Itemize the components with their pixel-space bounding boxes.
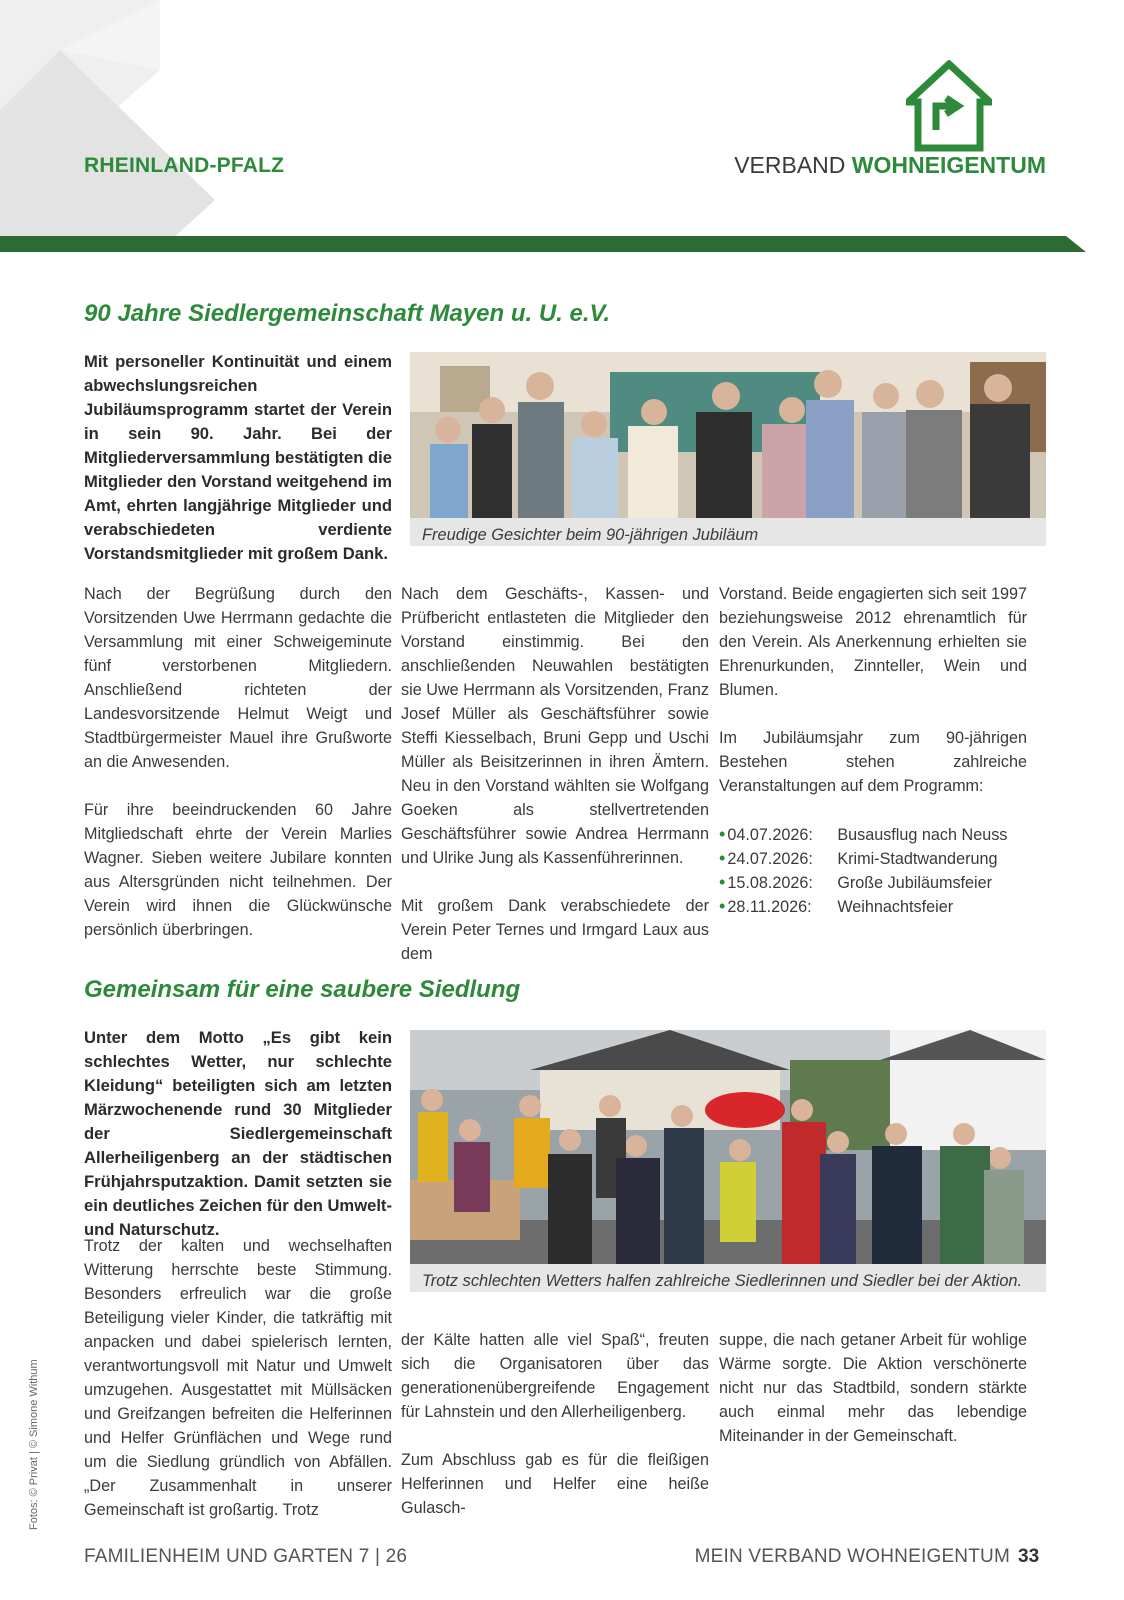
- article2-lead: Unter dem Motto „Es gibt kein schlechtes Wetter, nur schlechte Kleidung“ beteiligten sich am letzten Märzwochenende rund 30 Mitglieder der Siedlergemeinschaft Allerheiligenberg an der städtischen Frühjahrsputzaktion. Damit setzten sie ein deutliches Zeichen für den Umwelt- und Naturschutz.: [84, 1028, 392, 1239]
- article1-title: 90 Jahre Siedlergemeinschaft Mayen u. U. e.V.: [84, 300, 611, 327]
- brand-wordmark: [720, 152, 1046, 179]
- event-item: [719, 894, 1027, 918]
- article1-col2-paragraph-1: Nach dem Geschäfts-, Kassen- und Prüfbericht entlasteten die Mitglieder den Vorstand einstimmig. Bei den anschließenden Neuwahlen bestätigten sie Uwe Herrmann als Vorsitzenden, Franz Josef Müller als Geschäftsführer sowie Steffi Kiesselbach, Bruni Gepp und Uschi Müller als Beisitzerinnen in ihren Ämtern. Neu in den Vorstand wählten sie Wolfgang Goeken als stellvertretenden Geschäftsführer sowie Andrea Herrmann und Ulrike Jung als Kassenführerinnen.: [401, 585, 709, 867]
- event-name: Busausflug nach Neuss: [837, 826, 1008, 844]
- article1-col1-paragraph-2: Für ihre beeindruckenden 60 Jahre Mitgliedschaft ehrte der Verein Marlies Wagner. Sieben weitere Jubilare konnten aus Altersgründen nicht teilnehmen. Der Verein wird ihnen die Glückwünsche persönlich überbringen.: [84, 801, 392, 939]
- event-item: [719, 822, 1027, 846]
- house-logo-icon: [906, 60, 992, 152]
- article2-col2-paragraph-2: Zum Abschluss gab es für die fleißigen Helferinnen und Helfer eine heiße Gulasch-: [401, 1451, 709, 1517]
- header-decoration: [0, 0, 240, 250]
- group-photo-cleanup: [410, 1030, 1046, 1264]
- group-photo-jubilee: [410, 352, 1046, 518]
- article2-column-3: [719, 1328, 1027, 1472]
- event-item: [719, 870, 1027, 894]
- article2-col1-paragraph-1: Trotz der kalten und wechselhaften Witterung herrschte beste Stimmung. Besonders erfreulich war die große Beteiligung vieler Kinder, die tatkräftig mit anpacken und dabei spielerisch lernten, verantwortungsvoll mit Natur und Umwelt umzugehen. Ausgestattet mit Müllsäcken und Greifzangen befreiten die Helferinnen und Helfer Grünflächen und Wege rund um die Siedlung gründlich von Abfällen. „Der Zusammenhalt in unserer Gemeinschaft ist großartig. Trotz: [84, 1237, 392, 1519]
- photo-credit: Fotos: © Privat | © Simone Withum: [28, 1359, 40, 1530]
- event-item: [719, 846, 1027, 870]
- event-name: Weihnachtsfeier: [837, 898, 954, 916]
- article1-lead: Mit personeller Kontinuität und einem abwechslungsreichen Jubiläumsprogramm startet der Verein in sein 90. Jahr. Bei der Mitgliederversammlung bestätigten die Mitglieder den Vorstand weitgehend im Amt, ehrten langjährige Mitglieder und verabschiedeten verdiente Vorstandsmitglieder mit großem Dank.: [84, 352, 392, 563]
- article1-col2-paragraph-2: Mit großem Dank verabschiedete der Verein Peter Ternes und Irmgard Laux aus dem: [401, 897, 709, 963]
- article1-col3-paragraph-2: Im Jubiläumsjahr zum 90-jährigen Bestehen stehen zahlreiche Veranstaltungen auf dem Programm:: [719, 729, 1027, 795]
- event-name: Große Jubiläumsfeier: [837, 874, 993, 892]
- article1-col1-paragraph-1: Nach der Begrüßung durch den Vorsitzenden Uwe Herrmann gedachte die Versammlung mit einer Schweigeminute fünf verstorbenen Mitgliedern. Anschließend richteten der Landesvorsitzende Helmut Weigt und Stadtbürgermeister Mauel ihre Grußworte an die Anwesenden.: [84, 585, 392, 771]
- event-date: 28.11.2026:: [727, 898, 812, 916]
- article2-col2-paragraph-1: der Kälte hatten alle viel Spaß“, freuten sich die Organisatoren über das generationenübergreifende Engagement für Lahnstein und den Allerheiligenberg.: [401, 1331, 709, 1421]
- bullet-icon: •: [719, 824, 726, 844]
- footer-publication: FAMILIENHEIM UND GARTEN 7 | 26: [84, 1546, 408, 1567]
- event-list: [719, 822, 1027, 918]
- brand-bold: WOHNEIGENTUM: [851, 152, 1046, 178]
- article1-col3-paragraph-1: Vorstand. Beide engagierten sich seit 1997 beziehungsweise 2012 ehrenamtlich für den Verein. Als Anerkennung erhielten sie Ehrenurkunden, Zinnteller, Wein und Blumen.: [719, 585, 1027, 699]
- bullet-icon: •: [719, 896, 726, 916]
- region-label: RHEINLAND-PFALZ: [84, 154, 285, 177]
- event-date: 24.07.2026:: [727, 850, 813, 868]
- bullet-icon: •: [719, 872, 726, 892]
- event-name: Krimi-Stadtwanderung: [837, 850, 998, 868]
- article2-title: Gemeinsam für eine saubere Siedlung: [84, 976, 521, 1003]
- article2-col3-paragraph-1: suppe, die nach getaner Arbeit für wohlige Wärme sorgte. Die Aktion verschönerte nicht nur das Stadtbild, sondern stärkte auch einmal mehr das lebendige Miteinander in der Gemeinschaft.: [719, 1331, 1027, 1445]
- page-number: 33: [1018, 1546, 1040, 1567]
- article1-column-1: [84, 582, 392, 966]
- brand-light: VERBAND: [734, 152, 852, 178]
- article2-figure: [410, 1030, 1046, 1292]
- footer-section: MEIN VERBAND WOHNEIGENTUM: [694, 1546, 1010, 1567]
- article2-column-2: [401, 1328, 709, 1544]
- article1-figure: [410, 352, 1046, 546]
- article2-column-1: [84, 1234, 392, 1546]
- event-date: 15.08.2026:: [727, 874, 813, 892]
- article1-photo-caption: Freudige Gesichter beim 90-jährigen Jubiläum: [422, 526, 759, 544]
- article2-photo-caption: Trotz schlechten Wetters halfen zahlreiche Siedlerinnen und Siedler bei der Aktion.: [422, 1272, 1023, 1290]
- article1-column-2: [401, 582, 709, 990]
- header-green-bar: [0, 236, 1124, 260]
- event-date: 04.07.2026:: [727, 826, 813, 844]
- article1-column-3: [719, 582, 1027, 918]
- bullet-icon: •: [719, 848, 726, 868]
